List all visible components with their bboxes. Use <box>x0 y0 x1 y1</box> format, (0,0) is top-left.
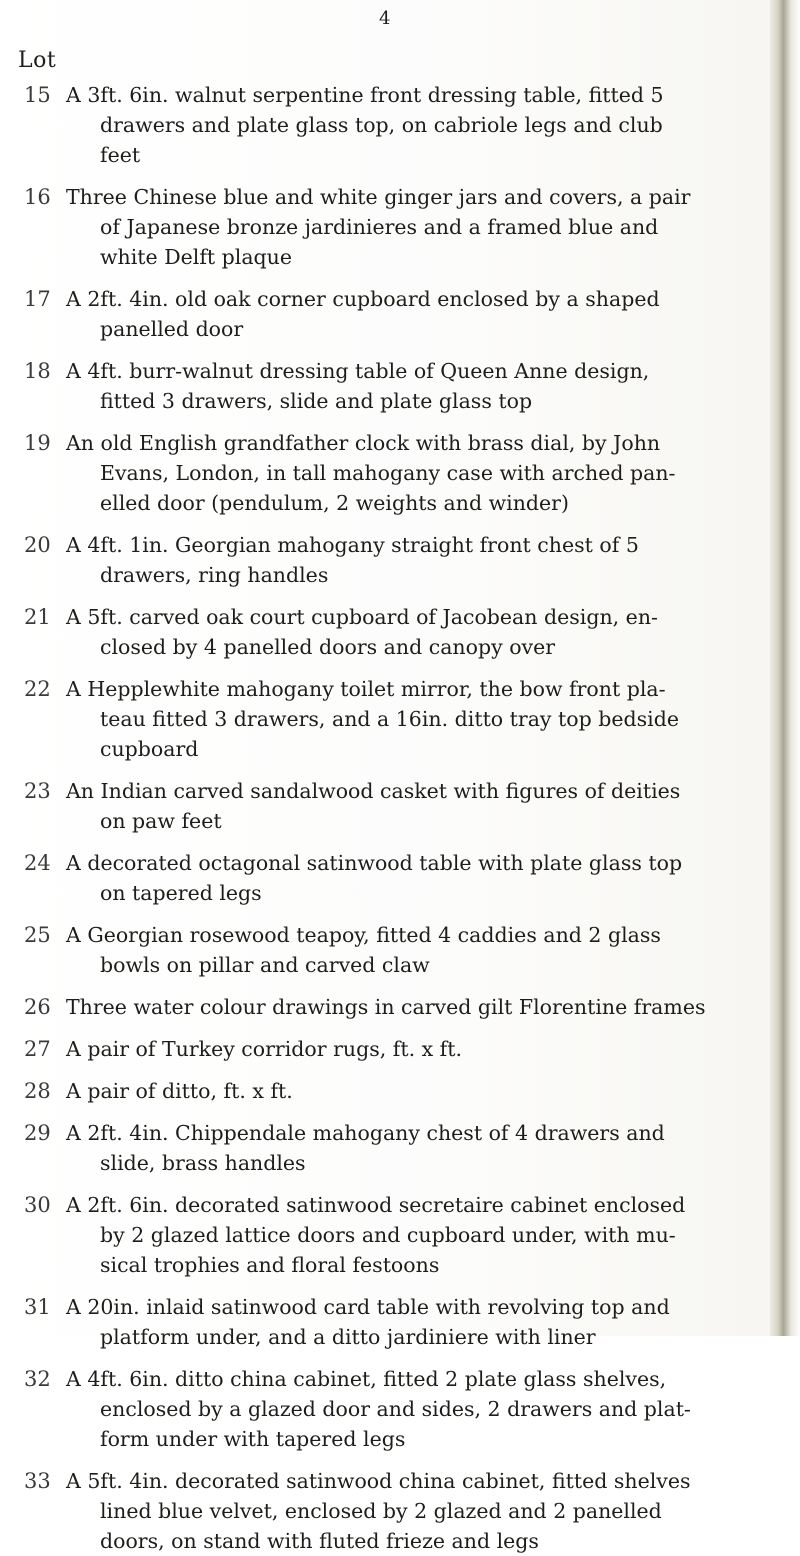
description-line: A 4ft. 6in. ditto china cabinet, fitted 2 plate glass shelves, <box>66 1367 667 1391</box>
description-line: on tapered legs <box>100 881 262 905</box>
lot-number: 17 <box>24 287 51 311</box>
lot-number: 33 <box>24 1469 51 1493</box>
lot-description <box>66 284 742 344</box>
lot-description <box>66 1076 742 1106</box>
lot-number: 26 <box>24 995 51 1019</box>
lot-description <box>66 356 742 416</box>
lot-description <box>66 530 742 590</box>
lot-number: 30 <box>24 1193 51 1217</box>
lot-description <box>66 674 742 764</box>
lot-description <box>66 428 742 518</box>
description-line: drawers, ring handles <box>100 563 329 587</box>
description-line: fitted 3 drawers, slide and plate glass top <box>100 389 533 413</box>
lot-number: 28 <box>24 1079 51 1103</box>
lot-column-heading: Lot <box>18 48 57 73</box>
lot-description <box>66 1190 742 1280</box>
description-line: An Indian carved sandalwood casket with figures of deities <box>66 779 681 803</box>
lot-description <box>66 1034 742 1064</box>
lot-number: 29 <box>24 1121 51 1145</box>
description-line: cupboard <box>100 737 199 761</box>
description-line: teau fitted 3 drawers, and a 16in. ditto tray top bedside <box>100 707 679 731</box>
description-line: of Japanese bronze jardinieres and a framed blue and <box>100 215 659 239</box>
description-line: A 5ft. carved oak court cupboard of Jacobean design, en- <box>66 605 658 629</box>
description-line: bowls on pillar and carved claw <box>100 953 430 977</box>
lot-description <box>66 992 742 1022</box>
description-line: Evans, London, in tall mahogany case with arched pan- <box>100 461 676 485</box>
description-line: closed by 4 panelled doors and canopy over <box>100 635 556 659</box>
description-line: enclosed by a glazed door and sides, 2 drawers and plat- <box>100 1397 691 1421</box>
lot-description <box>66 602 742 662</box>
description-line: A pair of ditto, ft. x ft. <box>66 1079 293 1103</box>
description-line: A Georgian rosewood teapoy, fitted 4 caddies and 2 glass <box>66 923 661 947</box>
description-line: elled door (pendulum, 2 weights and winder) <box>100 491 569 515</box>
lot-description <box>66 1466 742 1556</box>
description-line: Three water colour drawings in carved gilt Florentine frames <box>66 995 706 1019</box>
lot-number: 32 <box>24 1367 51 1391</box>
description-line: A pair of Turkey corridor rugs, ft. x ft. <box>66 1037 463 1061</box>
description-line: on paw feet <box>100 809 222 833</box>
lot-number: 15 <box>24 83 51 107</box>
lot-description <box>66 848 742 908</box>
lot-description <box>66 776 742 836</box>
description-line: A Hepplewhite mahogany toilet mirror, the bow front pla- <box>66 677 666 701</box>
lot-number: 24 <box>24 851 51 875</box>
description-line: sical trophies and floral festoons <box>100 1253 440 1277</box>
description-line: feet <box>100 143 141 167</box>
description-line: An old English grandfather clock with brass dial, by John <box>66 431 661 455</box>
description-line: A 4ft. 1in. Georgian mahogany straight front chest of 5 <box>66 533 639 557</box>
description-line: Three Chinese blue and white ginger jars and covers, a pair <box>66 185 691 209</box>
description-line: A decorated octagonal satinwood table with plate glass top <box>66 851 683 875</box>
lot-description <box>66 182 742 272</box>
lot-description <box>66 920 742 980</box>
lot-description <box>66 1364 742 1454</box>
lot-number: 22 <box>24 677 51 701</box>
lot-number: 25 <box>24 923 51 947</box>
description-line: slide, brass handles <box>100 1151 306 1175</box>
description-line: A 2ft. 4in. old oak corner cupboard enclosed by a shaped <box>66 287 660 311</box>
lot-number: 16 <box>24 185 51 209</box>
description-line: A 4ft. burr-walnut dressing table of Queen Anne design, <box>66 359 650 383</box>
page-edge <box>770 0 800 1336</box>
description-line: A 3ft. 6in. walnut serpentine front dressing table, fitted 5 <box>66 83 664 107</box>
lot-description <box>66 80 742 170</box>
description-line: form under with tapered legs <box>100 1427 406 1451</box>
description-line: doors, on stand with fluted frieze and legs <box>100 1529 539 1553</box>
lot-description <box>66 1292 742 1352</box>
lot-number: 23 <box>24 779 51 803</box>
lot-number: 18 <box>24 359 51 383</box>
description-line: A 5ft. 4in. decorated satinwood china cabinet, fitted shelves <box>66 1469 691 1493</box>
lot-number: 21 <box>24 605 51 629</box>
lot-number: 31 <box>24 1295 51 1319</box>
description-line: panelled door <box>100 317 244 341</box>
description-line: lined blue velvet, enclosed by 2 glazed and 2 panelled <box>100 1499 662 1523</box>
description-line: A 2ft. 6in. decorated satinwood secretaire cabinet enclosed <box>66 1193 686 1217</box>
description-line: A 20in. inlaid satinwood card table with revolving top and <box>66 1295 670 1319</box>
description-line: A 2ft. 4in. Chippendale mahogany chest of 4 drawers and <box>66 1121 665 1145</box>
description-line: platform under, and a ditto jardiniere with liner <box>100 1325 596 1349</box>
lot-number: 27 <box>24 1037 51 1061</box>
lot-number: 19 <box>24 431 51 455</box>
description-line: drawers and plate glass top, on cabriole legs and club <box>100 113 663 137</box>
description-line: by 2 glazed lattice doors and cupboard under, with mu- <box>100 1223 676 1247</box>
page-number: 4 <box>379 8 391 29</box>
description-line: white Delft plaque <box>100 245 293 269</box>
lot-description <box>66 1118 742 1178</box>
lot-number: 20 <box>24 533 51 557</box>
